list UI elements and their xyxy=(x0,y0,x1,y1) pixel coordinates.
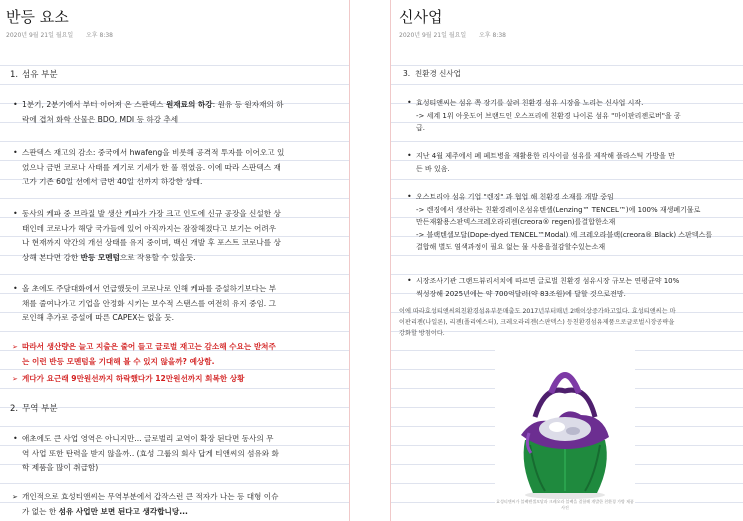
bullet-item-new-business[interactable]: • 효성티앤씨는 섬유 쪽 장기를 살려 친환경 섬유 시장을 노리는 신사업 시작. -> 세계 1위 아웃도어 브랜드인 오스프리에 친환경 나이론 섬유 "마이판리젠로버"을 공 급. xyxy=(407,98,681,132)
bullet-item-recycle[interactable]: • 지난 4월 제주에서 폐 페트병을 재활용한 리사이클 섬유를 제작해 플라스틱 가방을 만 든 바 있음. xyxy=(407,151,675,173)
bullet-dot-icon: • xyxy=(407,151,412,160)
right-page-time: 오후 8:38 xyxy=(479,32,506,39)
right-page-date: 2020년 9월 21일 월요일 xyxy=(399,32,467,39)
arrow-item-price[interactable]: ➢ 게다가 요근래 9만원선까지 하락했다가 12만원선까지 회복한 상황 xyxy=(22,372,344,387)
arrow-bullet-icon: ➢ xyxy=(12,493,18,501)
section-heading-2: 2. 무역 부분 xyxy=(10,404,58,414)
bullet-item-inventory[interactable]: • 스판덱스 재고의 감소: 중국에서 hwafeng을 비롯해 공격적 투자를 이어오고 있 었으나 금번 코로나 사태를 계기로 기세가 한 풀 꺾였음. 이에 따라 스판덱스 재 고가 기존 60일 선에서 금번 40일 선까지 하강한 상태. xyxy=(13,148,285,186)
bullet-item-capacity[interactable]: • 동사의 케파 중 브라질 발 생산 케파가 가장 크고 인도에 신규 공장을 신설한 상 태인데 코로나가 해당 국가들에 있어 아직까지는 잠잠해졌다고 보기는 어려우 나 현재까지 약간의 개선 상태를 유지 중이며, 백신 개발 후 포스트 코로나를 상 상해 본다면 강한 반등 모멘텀으로 작용할 수 있을듯. xyxy=(13,209,281,262)
bullet-dot-icon: • xyxy=(13,148,18,157)
bullet-item-materials[interactable]: • 1분기, 2분기에서 부터 이어져 온 스판덱스 원재료의 하강: 원유 등 원자재의 하 락에 겹쳐 화학 산물은 BDO, MDI 등 하강 추세 xyxy=(13,100,284,124)
bullet-dot-icon: • xyxy=(13,209,18,218)
right-page-title[interactable]: 신사업 xyxy=(399,8,443,26)
section-heading-3: 3. 친환경 신사업 xyxy=(403,69,461,78)
eco-bag-illustration xyxy=(495,345,635,505)
bullet-item-capex[interactable]: • 올 초에도 주담대화에서 언급했듯이 코로나로 인해 케파를 증설하기보다는 부 채를 줄여나가고 기업을 안정화 시키는 보수적 스탠스를 여전히 유지 중임. 그 로인해 추가로 증설에 따른 CAPEX는 없을 듯. xyxy=(13,284,277,322)
right-note-page xyxy=(390,0,743,521)
arrow-bullet-icon: ➢ xyxy=(12,343,18,351)
bag-product-image[interactable] xyxy=(495,345,635,513)
right-note-header xyxy=(391,0,743,46)
left-page-title[interactable]: 반등 요소 xyxy=(6,8,69,26)
left-note-header xyxy=(0,0,349,46)
bullet-item-market[interactable]: • 시장조사기관 그랜드뷰리서치에 따르면 글로벌 친환경 섬유시장 규모는 연평균약 10% 씩성장해 2025년에는 약 700억달러(약 83조원)에 달할 것으로전망. xyxy=(407,276,680,298)
bullet-dot-icon: • xyxy=(13,434,18,443)
left-note-page xyxy=(0,0,350,521)
left-page-date: 2020년 9월 21일 월요일 xyxy=(6,32,74,39)
bullet-item-lenzing[interactable]: • 오스트리아 섬유 기업 "렌징" 과 협업 해 친환경 소재를 개발 중임 -> 렌징에서 생산하는 친환경레이온섬유텐셀(Lenzing™ TENCEL™)에 100% 재생폐기물로 만든재활용스판덱스크레오라리젠(creora® regen)를결합한소재 -> 블랙텐셀모달(Dope-dyed TENCEL™Modal) 에 크레오라블랙(creora® Black) 스판덱스를 결합해 별도 염색과정이 필요 없는 물 사용을절감할수있는소재 xyxy=(407,192,713,251)
bullet-dot-icon: • xyxy=(13,284,18,293)
bullet-dot-icon: • xyxy=(407,98,412,107)
bullet-item-trade[interactable]: • 애초에도 큰 사업 영역은 아니지만... 글로벌리 교역이 확장 된다면 동사의 무 역 사업 또한 탄력을 받지 않을까.. (효성 그룹의 회사 답게 티앤씨의 섬유와 화 학 제품을 많이 취급함) xyxy=(13,434,279,472)
arrow-item-conclusion[interactable]: ➢ 따라서 생산량은 늘고 지출은 줄어 들고 글로벌 재고는 감소해 수요는 받쳐주 는 이런 반등 모멘텀을 기대해 볼 수 있지 않을까? 예상함. xyxy=(12,342,276,366)
section-heading-1: 1. 섬유 부분 xyxy=(10,70,58,80)
page-gap xyxy=(351,0,390,521)
arrow-bullet-icon: ➢ xyxy=(12,375,18,383)
arrow-item-opinion[interactable]: ➢ 개인적으로 효성티앤씨는 무역부분에서 갑작스런 큰 적자가 나는 등 대형 이슈 가 없는 한 섬유 사업만 보면 된다고 생각합니당... xyxy=(12,492,279,516)
paragraph-sales[interactable]: 이에 따라효성티앤씨의친환경섬유부문매출도 2017년부터매년 2배이상증가하고있다. 효성티앤씨는 마 이판리젠(나일론), 리젠(폴리에스터), 크레오라리젠(스판덱스) 등친환경섬유제품으로글로벌시장공략을 강화할 방침이다. xyxy=(399,308,676,337)
bullet-dot-icon: • xyxy=(407,192,412,201)
bullet-dot-icon: • xyxy=(13,100,18,109)
left-page-time: 오후 8:38 xyxy=(86,32,113,39)
image-caption: 효성티앤씨가 블랙텐셀모달과 크레오라 블랙을 결합해 개발한 친환경 가방 제품 사진 xyxy=(496,499,634,510)
bullet-dot-icon: • xyxy=(407,276,412,285)
